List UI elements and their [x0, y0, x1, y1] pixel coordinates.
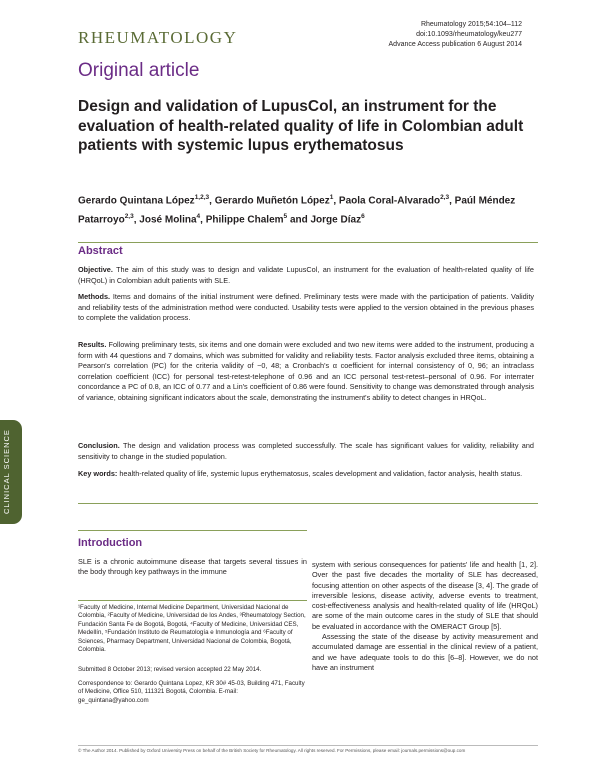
author-affiliation: 2,3: [124, 213, 134, 221]
methods-text: Items and domains of the initial instrument were defined. Preliminary tests were made with the participation of patients. Validity and reliability tests of the administration method were conducted. Usability tests were applied to the version obtained in the previous phases to complete the validation process.: [78, 292, 534, 323]
author: Paola Coral-Alvarado: [338, 195, 441, 207]
objective-label: Objective.: [78, 265, 113, 274]
author: Paúl Méndez Patarroyo: [78, 195, 516, 226]
results-text: Following preliminary tests, six items and one domain were excluded and two new items were added to the instrument, producing a form with 44 questions and 7 domains, which was submitted for validity and reliability tests. Factor analysis excluded three items, obtaining a Pearson's correlation (PC) for the criteria validity of −0, 48; a Cronbach's α coefficient for internal consistency of 0, 96; an intraclass correlation coefficient (ICC) for personal test-retest-telephone of 0.96 and an ICC personal test-retest–personal of 0.96. For interrater concordance a PC of 0.8, an ICC of 0.77 and a Lin's coefficient of 0.86 were found. Sensitivity to change was demonstrated through analysis of variance, obtaining significant indicators about the scale, demonstrating the instrument's ability to detect changes in HRQoL.: [78, 340, 535, 402]
keywords-label: Key words:: [78, 469, 118, 478]
doi-line: doi:10.1093/rheumatology/keu277: [416, 31, 522, 38]
journal-name: RHEUMATOLOGY: [78, 28, 238, 47]
results-label: Results.: [78, 340, 107, 349]
methods-label: Methods.: [78, 292, 111, 301]
author: Philippe Chalem: [205, 214, 284, 226]
author: José Molina: [139, 214, 197, 226]
abstract-objective: [78, 265, 534, 286]
introduction-heading: Introduction: [78, 537, 143, 549]
author-list: Gerardo Quintana López$^{1,2,3}$, Gerardo Muñetón López$^1$, Paola Coral-Alvarado$^{2,3}$, Paúl Méndez Patarroyo$^{2,3}$, José Molina$^4$, Philippe Chalem$^5$ and Jorge Díaz$^6$: [78, 194, 516, 226]
introduction-left-column: SLE is a chronic autoimmune disease that targets several tissues in the body through key pathways in the immune: [78, 557, 307, 577]
introduction-rule: [78, 530, 307, 531]
abstract-keywords: [78, 469, 534, 480]
conclusion-label: Conclusion.: [78, 441, 120, 450]
author-and: and: [289, 214, 308, 226]
conclusion-text: The design and validation process was completed successfully. The scale has significant values for validity, reliability and sensitivity to change in the studied population.: [78, 441, 534, 461]
keywords-text: health-related quality of life, systemic lupus erythematosus, scales development and validation, factor analysis, health status.: [119, 469, 523, 478]
abstract-results: [78, 340, 534, 404]
abstract-heading: Abstract: [78, 245, 123, 257]
introduction-paragraph: system with serious consequences for patients' life and health [1, 2]. Over the past five decades the mortality of SLE has decreased, focusing attention on other aspects of the disease [3, 4]. The grade of irreversible lesions, disease activity, adverse events to treatment, cost-effectiveness analysis and health-related quality of life (HRQoL) are some of the main outcome cares in the study of SLE that should be evaluated in accordance with the OMERACT Group [5].: [312, 560, 538, 631]
abstract-conclusion: [78, 441, 534, 462]
submission-note: Submitted 8 October 2013; revised version accepted 22 May 2014.: [78, 666, 262, 673]
author-affiliation: 6: [361, 213, 365, 221]
article-title: Design and validation of LupusCol, an instrument for the evaluation of health-related quality of life in Colombian adult patients with systemic lupus erythematosus: [78, 98, 524, 154]
affiliations-note: ¹Faculty of Medicine, Internal Medicine Department, Universidad Nacional de Colombia, ²Faculty of Medicine, Universidad de los Andes, ³Rheumatology Section, Fundación Santa Fe de Bogotá, Bogotá, ⁴Faculty of Medicine, Universidad CES, Medellín, ⁵Fundación Instituto de Reumatología e Inmunología and ⁶Faculty of Sciences, Pharmacy Department, Universidad Nacional de Colombia, Bogotá, Colombia.: [78, 604, 306, 654]
article-type: Original article: [78, 60, 200, 81]
side-tab-label: CLINICAL SCIENCE: [2, 429, 11, 515]
objective-text: The aim of this study was to design and validate LupusCol, an instrument for the evaluation of health-related quality of life (HRQoL) in Colombian adult patients with SLE.: [78, 265, 534, 285]
author-affiliation: 5: [283, 213, 288, 221]
introduction-right-column: [312, 560, 538, 673]
citation-block: [389, 20, 522, 50]
correspondence-note: Correspondence to: Gerardo Quintana Lopez, KR 30# 45-03, Building 471, Faculty of Medicine, Office 510, 111321 Bogotá, Colombia. E-mail: ge_quintana@yahoo.com: [78, 680, 305, 704]
introduction-paragraph: Assessing the state of the disease by activity measurement and accumulated damage are essential in the clinical review of a patient, and we have adequate tools to do this [6–8]. However, we do not have an instrument: [312, 632, 538, 672]
author: Jorge Díaz: [310, 214, 362, 226]
author: Gerardo Quintana López: [78, 195, 195, 207]
publication-date-line: Advance Access publication 6 August 2014: [388, 41, 522, 48]
abstract-methods: [78, 292, 534, 324]
author-affiliation: 1,2,3: [194, 194, 210, 201]
affiliations-rule: [78, 600, 307, 601]
author-affiliation: 2,3: [440, 194, 450, 201]
author: Gerardo Muñetón López: [214, 195, 330, 207]
copyright-footer: © The Author 2014. Published by Oxford University Press on behalf of the British Society for Rheumatology. All rights reserved. For Permissions, please email: journals.permissions@oup.com: [78, 745, 538, 753]
author-affiliation: 4: [196, 213, 201, 221]
author-affiliation: 1: [329, 194, 334, 201]
citation-line: Rheumatology 2015;54:104–112: [420, 21, 522, 28]
section-side-tab: [0, 420, 22, 524]
